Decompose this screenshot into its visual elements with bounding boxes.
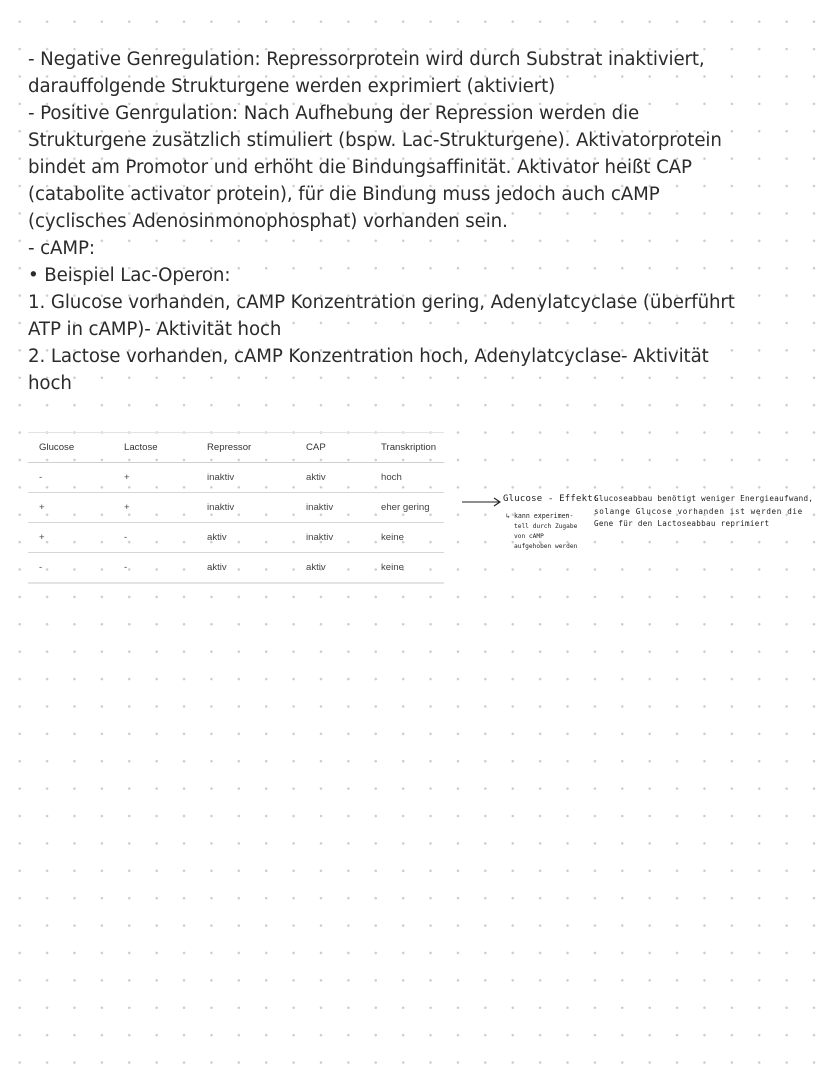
table-cell: inaktiv (207, 472, 235, 483)
notes-text-block (28, 46, 788, 397)
table-cell: aktiv (207, 532, 227, 543)
note-line: (catabolite activator protein), für die Bindung muss jedoch auch cAMP (28, 184, 660, 205)
table-cell: + (39, 532, 45, 543)
lac-operon-table (28, 432, 444, 584)
header-transkription: Transkription (381, 442, 437, 453)
table-cell: + (124, 502, 130, 513)
note-line: hoch (28, 373, 72, 394)
note-line: ATP in cAMP)- Aktivität hoch (28, 319, 282, 340)
table-header-row (28, 433, 444, 463)
note-line: darauffolgende Strukturgene werden exprimiert (aktiviert) (28, 76, 556, 97)
table-cell: hoch (381, 472, 402, 483)
note-line: - cAMP: (28, 238, 95, 259)
note-line: - Positive Genrgulation: Nach Aufhebung der Repression werden die (28, 103, 640, 124)
note-line: 1. Glucose vorhanden, cAMP Konzentration gering, Adenylatcyclase (überführt (28, 292, 735, 313)
glucose-effect-definition-line: Glucoseabbau benötigt weniger Energieaufwand, (594, 494, 814, 503)
header-lactose: Lactose (124, 442, 158, 453)
note-line: • Beispiel Lac-Operon: (28, 265, 231, 286)
table-row (28, 463, 444, 493)
header-repressor: Repressor (207, 442, 252, 453)
table-cell: - (124, 532, 128, 543)
glucose-effect-definition-line: Gene für den Lactoseabbau reprimiert (594, 519, 770, 528)
table-cell: + (124, 472, 130, 483)
note-line: Strukturgene zusätzlich stimuliert (bspw. Lac-Strukturgene). Aktivatorprotein (28, 130, 722, 151)
header-glucose: Glucose (39, 442, 75, 453)
table-row (28, 523, 444, 553)
side-note-line: aufgehoben werden (514, 543, 578, 550)
table-cell: inaktiv (306, 502, 334, 513)
table-cell: keine (381, 562, 404, 573)
table-row (28, 553, 444, 584)
table-cell: aktiv (306, 562, 326, 573)
table-cell: - (124, 562, 128, 573)
glucose-effect-definition-line: solange Glucose vorhanden ist werden die (594, 507, 803, 516)
glucose-effect-title: Glucose - Effekt: (503, 494, 599, 504)
table-cell: inaktiv (306, 532, 334, 543)
table-cell: - (39, 472, 43, 483)
table-cell: + (39, 502, 45, 513)
table-cell: aktiv (207, 562, 227, 573)
table-cell: eher gering (381, 502, 430, 513)
table-cell: - (39, 562, 43, 573)
note-line: 2. Lactose vorhanden, cAMP Konzentration hoch, Adenylatcyclase- Aktivität (28, 346, 709, 367)
side-note-line: von cAMP (514, 533, 544, 540)
arrow-right-icon (462, 497, 502, 507)
header-cap: CAP (306, 442, 326, 453)
table-cell: keine (381, 532, 404, 543)
note-line: (cyclisches Adenosinmonophosphat) vorhanden sein. (28, 211, 508, 232)
note-line: - Negative Genregulation: Repressorprotein wird durch Substrat inaktiviert, (28, 49, 705, 70)
table-cell: inaktiv (207, 502, 235, 513)
side-note-line: ↳ kann experimen- (506, 512, 574, 520)
note-line: bindet am Promotor und erhöht die Bindungsaffinität. Aktivator heißt CAP (28, 157, 692, 178)
table-cell: aktiv (306, 472, 326, 483)
side-note-line: tell durch Zugabe (514, 523, 578, 530)
table-row (28, 493, 444, 523)
